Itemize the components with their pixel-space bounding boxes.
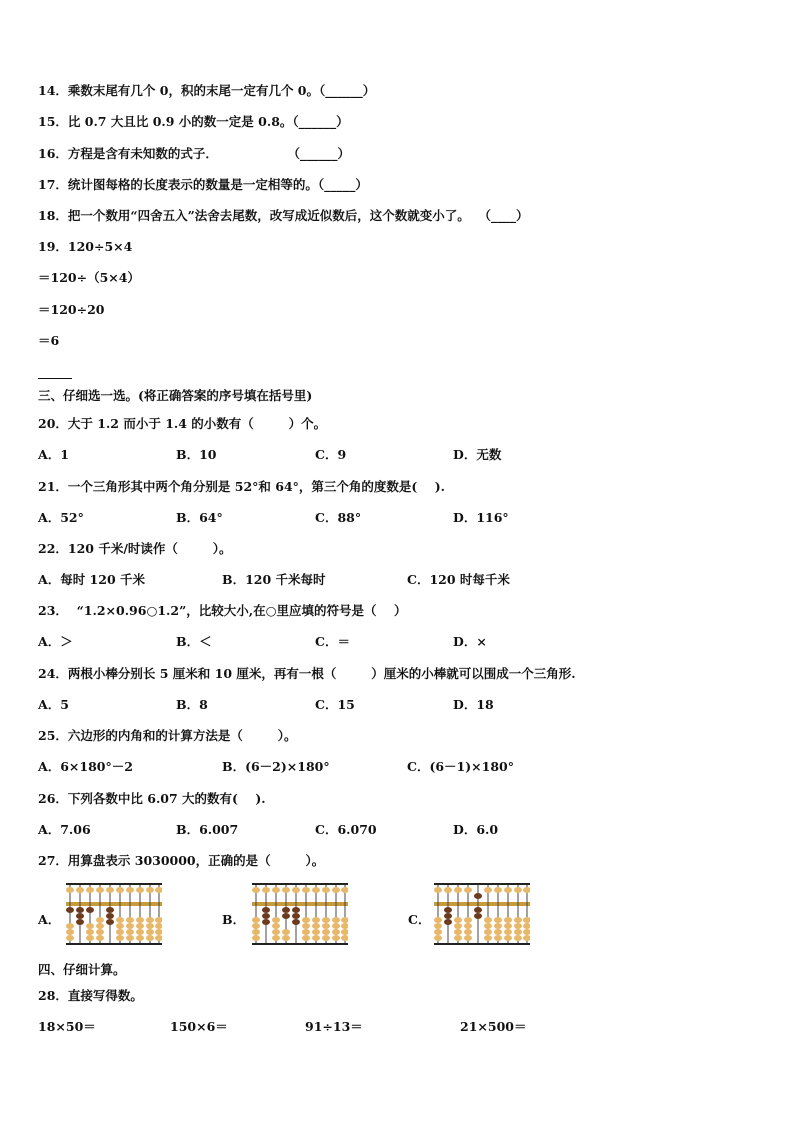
question-14: 14．乘数末尾有几个 0，积的末尾一定有几个 0。（______） [38,83,376,98]
q26-option-c: C．6.070 [315,822,377,837]
q25-option-b: B．(6－2)×180° [222,759,330,774]
q23-option-d: D．× [453,634,487,649]
q26-option-b: B．6.007 [176,822,239,837]
q22-option-b: B．120 千米每时 [222,572,326,587]
q23-option-c: C．＝ [315,634,350,649]
question-21: 21．一个三角形其中两个角分别是 52°和 64°，第三个角的度数是( ). [38,479,445,494]
q25-option-c: C．(6－1)×180° [407,759,514,774]
q20-option-d: D．无数 [453,447,502,462]
q28-item-4: 21×500＝ [460,1019,527,1034]
question-23: 23． “1.2×0.96○1.2”，比较大小,在○里应填的符号是（ ） [38,603,407,618]
question-24: 24．两根小棒分别长 5 厘米和 10 厘米，再有一根（ ）厘米的小棒就可以围成一个三角形. [38,666,576,681]
q24-option-b: B．8 [176,697,208,712]
question-19-line-4: ＝6 [38,333,60,348]
question-22: 22．120 千米/时读作（ ）。 [38,541,232,556]
q26-option-d: D．6.0 [453,822,499,837]
q27-option-a: A． [38,912,61,927]
answer-blank-line [38,378,72,379]
q25-option-a: A．6×180°－2 [38,759,133,774]
question-17: 17．统计图每格的长度表示的数量是一定相等的。（_____） [38,177,368,192]
q21-option-a: A．52° [38,510,84,525]
q21-option-c: C．88° [315,510,362,525]
question-20: 20．大于 1.2 而小于 1.4 的小数有（ ）个。 [38,416,327,431]
question-15: 15．比 0.7 大且比 0.9 小的数一定是 0.8。（______） [38,114,349,129]
q22-option-a: A．每时 120 千米 [38,572,145,587]
q27-option-b: B． [222,912,246,927]
section-3-title: 三、仔细选一选。(将正确答案的序号填在括号里) [38,388,313,403]
question-18: 18．把一个数用“四舍五入”法舍去尾数，改写成近似数后，这个数就变小了。 （____） [38,208,529,223]
q20-option-c: C．9 [315,447,347,462]
question-28: 28．直接写得数。 [38,988,143,1003]
q23-option-b: B．＜ [176,634,212,649]
q21-option-d: D．116° [453,510,509,525]
q26-option-a: A．7.06 [38,822,91,837]
q20-option-b: B．10 [176,447,217,462]
q24-option-d: D．18 [453,697,494,712]
question-27: 27．用算盘表示 3030000，正确的是（ ）。 [38,853,325,868]
abacus-options [38,882,598,954]
q23-option-a: A．＞ [38,634,73,649]
abacus-a-image [66,882,162,946]
q28-item-3: 91÷13＝ [305,1019,363,1034]
q28-item-1: 18×50＝ [38,1019,96,1034]
q24-option-c: C．15 [315,697,355,712]
section-4-title: 四、仔细计算。 [38,962,126,977]
question-16: 16．方程是含有未知数的式子． （______） [38,146,351,161]
question-19-line-3: ＝120÷20 [38,302,105,317]
question-25: 25．六边形的内角和的计算方法是（ ）。 [38,728,297,743]
question-19-line-1: 19．120÷5×4 [38,239,133,254]
abacus-c-image [434,882,530,946]
abacus-b-image [252,882,348,946]
q20-option-a: A．1 [38,447,69,462]
q21-option-b: B．64° [176,510,223,525]
q27-option-c: C． [408,912,431,927]
question-19-line-2: ＝120÷（5×4） [38,270,140,285]
question-26: 26．下列各数中比 6.07 大的数有( ). [38,791,266,806]
q28-item-2: 150×6＝ [170,1019,228,1034]
q22-option-c: C．120 时每千米 [407,572,510,587]
q24-option-a: A．5 [38,697,69,712]
